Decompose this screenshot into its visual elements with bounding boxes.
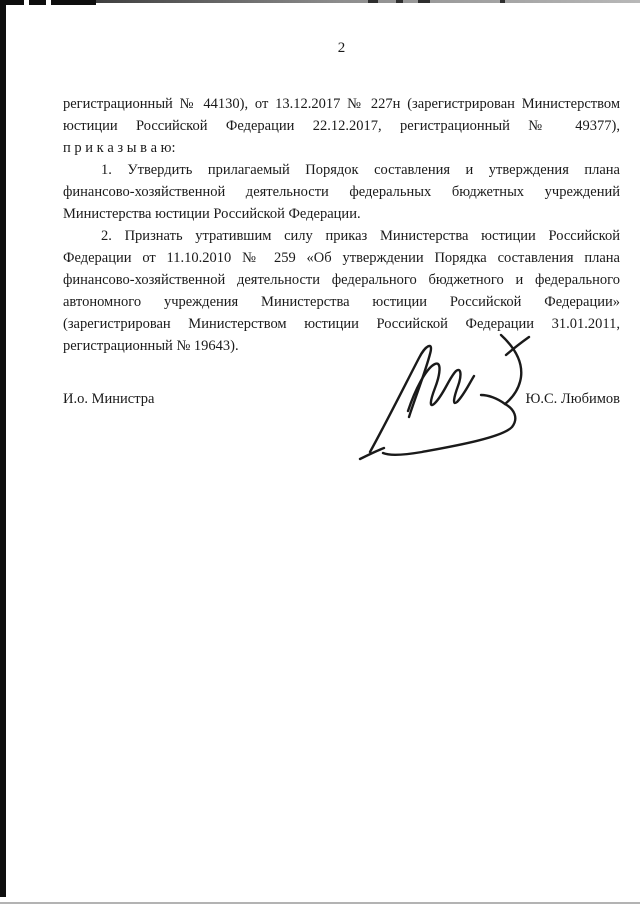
scan-artifact-gap [46, 0, 51, 5]
text-line: регистрационный № 44130), от 13.12.2017 № 227н (зарегистрирован Министерством [63, 96, 620, 112]
scan-edge-bottom [0, 902, 640, 904]
signoff-row [63, 388, 620, 410]
signer-name: Ю.С. Любимов [525, 391, 620, 407]
scan-artifact-mark [418, 0, 430, 3]
text-line: регистрационный № 19643). [63, 338, 239, 354]
scan-artifact-mark [396, 0, 403, 3]
signer-position: И.о. Министра [63, 391, 155, 407]
text-line: финансово-хозяйственной деятельности федеральных бюджетных учреждений [63, 184, 620, 200]
text-line-item-2: 2. Признать утратившим силу приказ Министерства юстиции Российской [101, 228, 620, 244]
text-line-item-1: 1. Утвердить прилагаемый Порядок составления и утверждения плана [101, 162, 620, 178]
text-line: Федерации от 11.10.2010 № 259 «Об утверждении Порядка составления плана [63, 250, 620, 266]
scan-artifact-mark [368, 0, 378, 3]
text-line: юстиции Российской Федерации 22.12.2017, регистрационный № 49377), [63, 118, 620, 134]
scan-edge-left [0, 0, 6, 897]
document-text [63, 93, 620, 357]
text-line: Министерства юстиции Российской Федерации. [63, 206, 361, 222]
scan-artifact-mark [500, 0, 505, 3]
text-line: финансово-хозяйственной деятельности федерального бюджетного и федерального [63, 272, 620, 288]
text-line: автономного учреждения Министерства юстиции Российской Федерации» [63, 294, 620, 310]
page-number: 2 [337, 40, 346, 56]
scan-artifact-gap [24, 0, 29, 5]
text-line-prikazyvayu: п р и к а з ы в а ю: [63, 140, 176, 156]
text-line: (зарегистрирован Министерством юстиции Российской Федерации 31.01.2011, [63, 316, 620, 332]
